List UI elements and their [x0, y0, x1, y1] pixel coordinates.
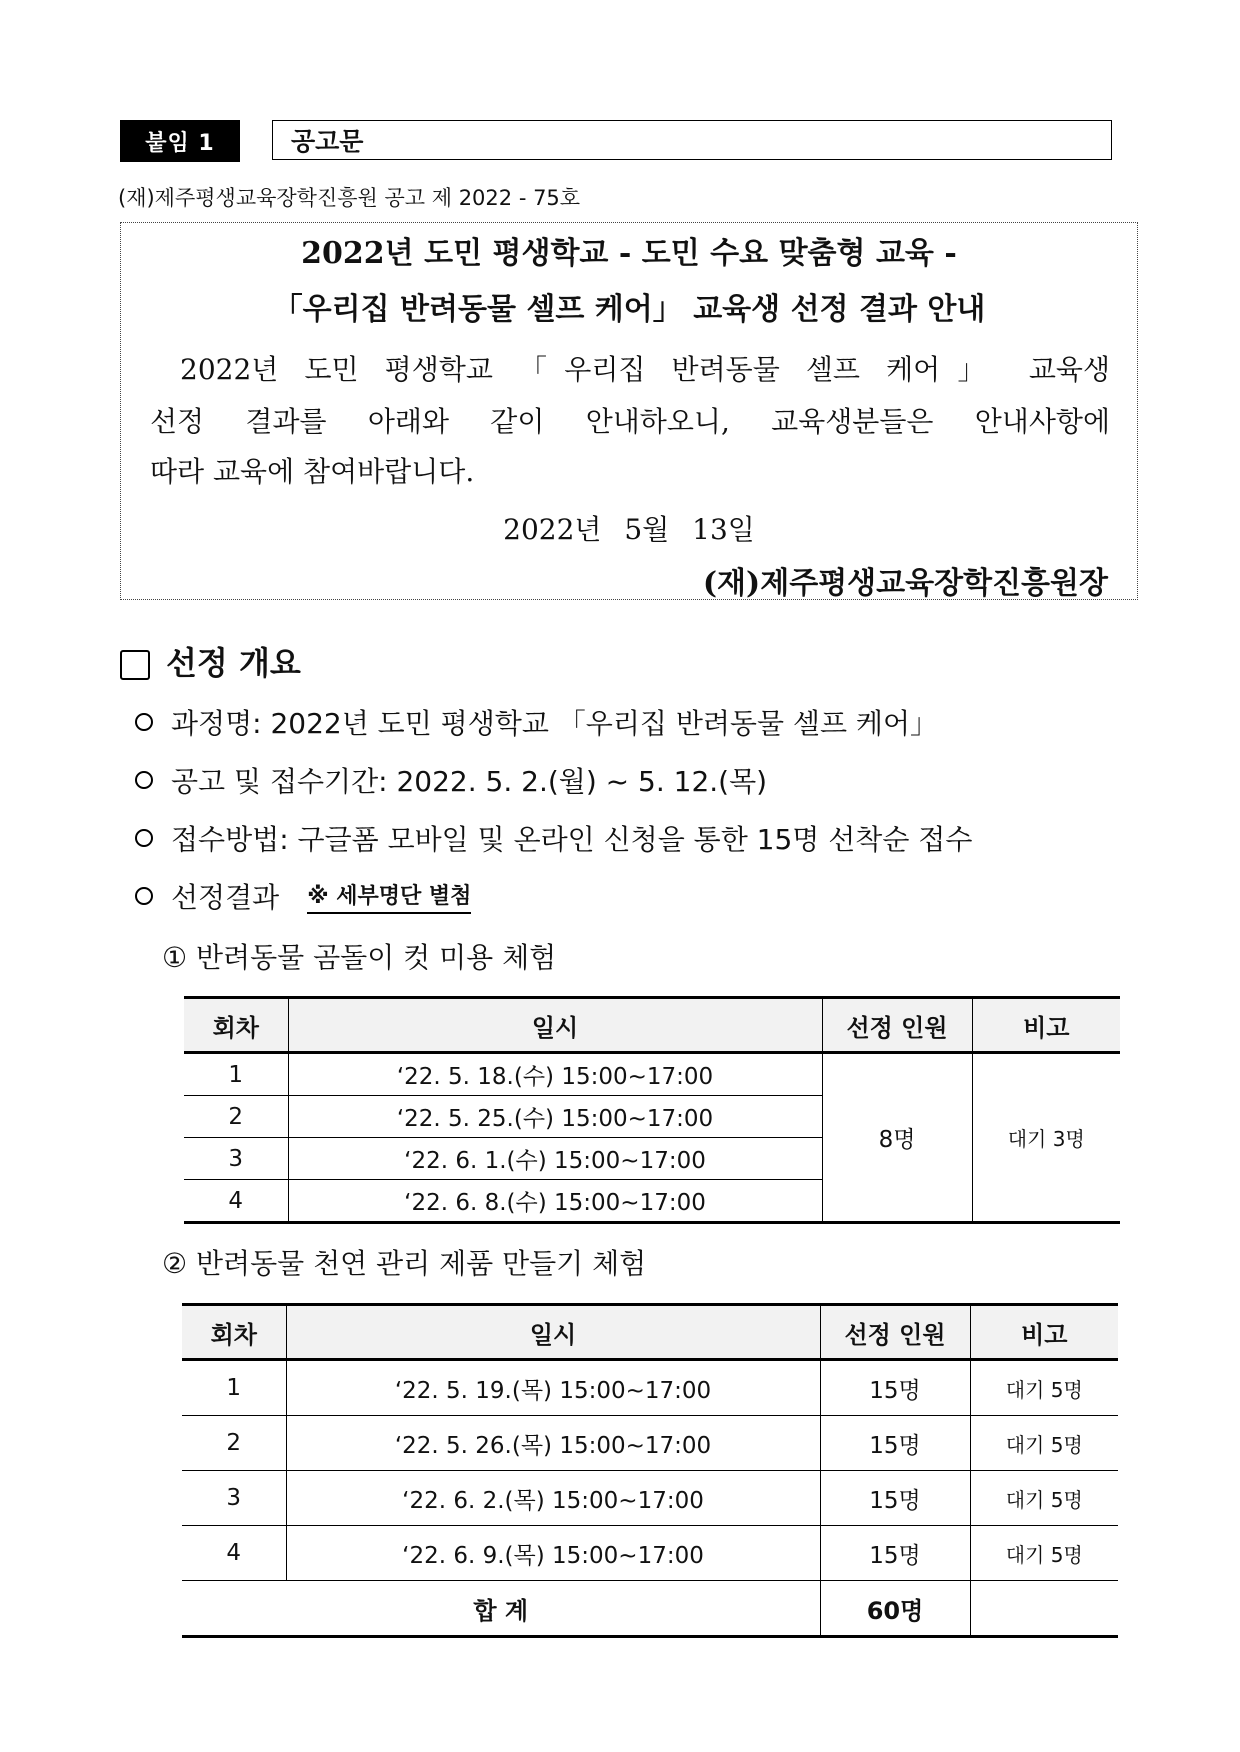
selected-count: 8명 — [822, 1053, 972, 1223]
table-row — [182, 1526, 1118, 1581]
subheading-program2: ② 반려동물 천연 관리 제품 만들기 체험 — [162, 1247, 647, 1280]
waitlist-note: 대기 3명 — [972, 1053, 1120, 1223]
section-title: 선정 개요 — [166, 644, 301, 682]
header-cell: 비고 — [970, 1305, 1118, 1360]
session-date: ‘22. 6. 2.(목) 15:00~17:00 — [286, 1471, 820, 1526]
session-number: 1 — [184, 1053, 288, 1096]
header-cell: 회차 — [182, 1305, 286, 1360]
selected-count: 15명 — [820, 1471, 970, 1526]
table-row — [182, 1471, 1118, 1526]
notice-body-line2: 선정 결과를 아래와 같이 안내하오니, 교육생분들은 안내사항에 — [150, 405, 1110, 438]
bullet-text: 선정결과 — [171, 881, 280, 914]
waitlist-note: 대기 5명 — [970, 1416, 1118, 1471]
session-number: 4 — [182, 1526, 286, 1581]
bullet-period — [135, 760, 767, 800]
selected-count: 15명 — [820, 1526, 970, 1581]
program1-table — [184, 996, 1120, 1224]
header-cell: 일시 — [288, 998, 822, 1053]
subheading-program1: ① 반려동물 곰돌이 컷 미용 체험 — [162, 941, 557, 974]
session-date: ‘22. 5. 25.(수) 15:00~17:00 — [288, 1096, 822, 1138]
session-number: 1 — [182, 1360, 286, 1416]
session-number: 3 — [184, 1138, 288, 1180]
session-date: ‘22. 6. 9.(목) 15:00~17:00 — [286, 1526, 820, 1581]
bullet-method — [135, 818, 972, 858]
table-header-row — [182, 1305, 1118, 1360]
notice-title-line1: 2022년 도민 평생학교 - 도민 수요 맞춤형 교육 - — [301, 236, 957, 271]
circle-bullet-icon — [135, 887, 153, 905]
notice-body-line3: 따라 교육에 참여바랍니다. — [150, 455, 475, 488]
header-cell: 회차 — [184, 998, 288, 1053]
header-cell: 일시 — [286, 1305, 820, 1360]
total-value: 60명 — [820, 1581, 970, 1637]
selected-count: 15명 — [820, 1416, 970, 1471]
waitlist-note: 대기 5명 — [970, 1360, 1118, 1416]
waitlist-note: 대기 5명 — [970, 1526, 1118, 1581]
session-date: ‘22. 6. 1.(수) 15:00~17:00 — [288, 1138, 822, 1180]
session-date: ‘22. 5. 19.(목) 15:00~17:00 — [286, 1360, 820, 1416]
notice-body-line1: 2022년 도민 평생학교 「우리집 반려동물 셀프 케어」 교육생 — [180, 353, 1110, 386]
circle-bullet-icon — [135, 713, 153, 731]
section-checkbox-icon — [120, 650, 150, 680]
header-cell: 선정 인원 — [820, 1305, 970, 1360]
circle-bullet-icon — [135, 771, 153, 789]
session-date: ‘22. 5. 18.(수) 15:00~17:00 — [288, 1053, 822, 1096]
session-number: 2 — [184, 1096, 288, 1138]
result-note: ※ 세부명단 별첨 — [307, 879, 471, 914]
session-date: ‘22. 5. 26.(목) 15:00~17:00 — [286, 1416, 820, 1471]
session-number: 3 — [182, 1471, 286, 1526]
table-row — [182, 1416, 1118, 1471]
session-number: 2 — [182, 1416, 286, 1471]
attachment-tag: 붙임 1 — [120, 120, 240, 162]
document-type-title: 공고문 — [272, 120, 1112, 160]
bullet-text: 과정명: 2022년 도민 평생학교 「우리집 반려동물 셀프 케어」 — [171, 707, 939, 740]
session-number: 4 — [184, 1180, 288, 1223]
bullet-text: 공고 및 접수기간: 2022. 5. 2.(월) ~ 5. 12.(목) — [171, 765, 768, 798]
session-date: ‘22. 6. 8.(수) 15:00~17:00 — [288, 1180, 822, 1223]
table-header-row — [184, 998, 1120, 1053]
bullet-result — [135, 876, 471, 916]
notice-signature: (재)제주평생교육장학진흥원장 — [702, 566, 1108, 601]
table-row — [184, 1053, 1120, 1096]
notice-number: (재)제주평생교육장학진흥원 공고 제 2022 - 75호 — [118, 186, 581, 210]
bullet-text: 접수방법: 구글폼 모바일 및 온라인 신청을 통한 15명 선착순 접수 — [171, 823, 973, 856]
program2-table — [182, 1303, 1118, 1638]
notice-date: 2022년 5월 13일 — [503, 513, 755, 546]
table-row — [182, 1360, 1118, 1416]
total-label: 합 계 — [182, 1581, 820, 1637]
circle-bullet-icon — [135, 829, 153, 847]
header-cell: 비고 — [972, 998, 1120, 1053]
selected-count: 15명 — [820, 1360, 970, 1416]
notice-title-line2: 「우리집 반려동물 셀프 케어」 교육생 선정 결과 안내 — [272, 292, 986, 327]
waitlist-note: 대기 5명 — [970, 1471, 1118, 1526]
total-note-empty — [970, 1581, 1118, 1637]
total-row — [182, 1581, 1118, 1637]
header-cell: 선정 인원 — [822, 998, 972, 1053]
bullet-course-name — [135, 702, 938, 742]
